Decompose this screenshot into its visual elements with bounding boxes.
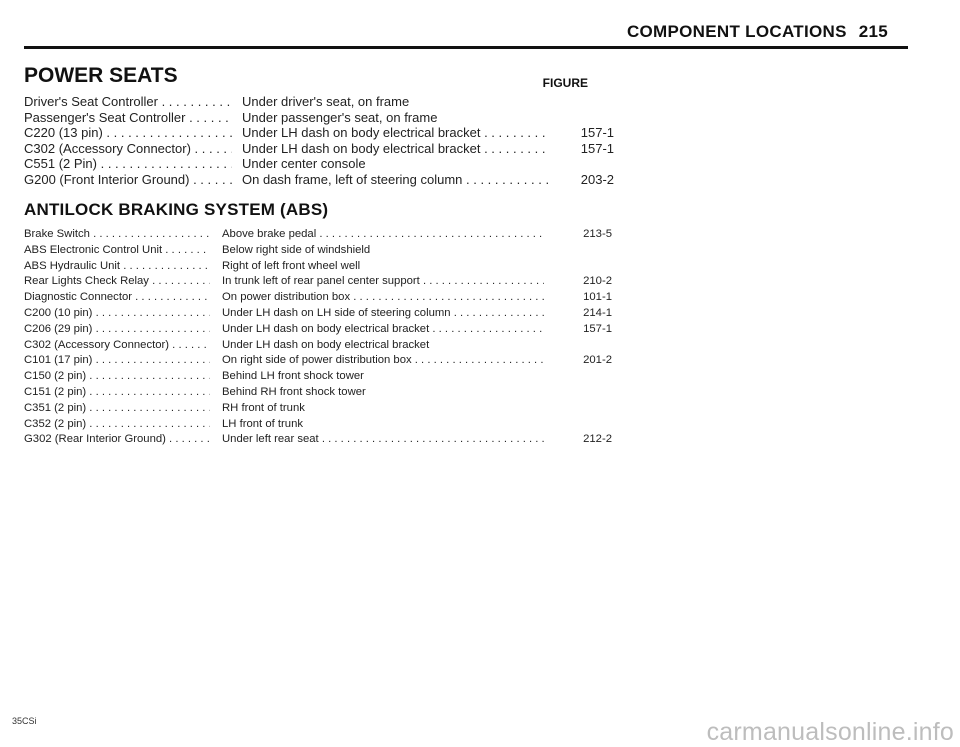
component-location: On right side of power distribution box . . . — [222, 353, 544, 369]
figure-column-header: FIGURE — [542, 76, 588, 90]
watermark: carmanualsonline.info — [706, 718, 954, 746]
component-location: Under left rear seat . . . — [222, 432, 544, 448]
component-name: C200 (10 pin) . . . — [24, 306, 210, 322]
component-location: On dash frame, left of steering column . . . — [242, 172, 550, 188]
component-name: C206 (29 pin) . . . — [24, 322, 210, 338]
component-name: C351 (2 pin) . . . — [24, 401, 210, 417]
component-location: Under LH dash on body electrical bracket . . . — [222, 322, 544, 338]
component-name: Driver's Seat Controller . . . — [24, 94, 232, 110]
page-number: 215 — [858, 22, 888, 41]
figure-reference: 201-2 — [583, 354, 612, 367]
component-location: LH front of trunk — [222, 417, 303, 430]
component-location: Under center console — [242, 156, 366, 172]
figure-reference: 213-5 — [583, 228, 612, 240]
figure-reference: 157-1 — [580, 140, 614, 156]
component-name: Brake Switch . . . — [24, 227, 210, 243]
component-name: C302 (Accessory Connector) . . . — [24, 338, 210, 354]
component-name: C101 (17 pin) . . . — [24, 353, 210, 369]
component-name: Rear Lights Check Relay . . . — [24, 274, 210, 290]
component-location: Behind LH front shock tower — [222, 370, 364, 383]
component-location: Below right side of windshield — [222, 243, 371, 256]
header-title: COMPONENT LOCATIONS — [626, 22, 847, 41]
page-header — [627, 22, 888, 42]
component-name: C220 (13 pin) . . . — [24, 125, 232, 141]
component-location: Under driver's seat, on frame — [242, 94, 410, 109]
figure-reference: 157-1 — [583, 322, 612, 335]
component-name: C151 (2 pin) . . . — [24, 385, 210, 401]
component-location: Under LH dash on body electrical bracket . . . — [242, 125, 550, 141]
figure-reference: 212-2 — [583, 433, 612, 446]
section-title-abs: ANTILOCK BRAKING SYSTEM (ABS) — [24, 200, 329, 219]
component-name: Diagnostic Connector . . . — [24, 290, 210, 306]
section-title-power-seats: POWER SEATS — [24, 64, 178, 87]
figure-reference: 203-2 — [580, 171, 614, 187]
component-name: C302 (Accessory Connector) . . . — [24, 141, 232, 157]
component-location: Above brake pedal . . . — [222, 227, 544, 243]
component-name: C352 (2 pin) . . . — [24, 417, 210, 433]
figure-reference: 210-2 — [583, 275, 612, 288]
component-name: C551 (2 Pin) . . . — [24, 156, 232, 172]
component-location: RH front of trunk — [222, 401, 305, 414]
component-location: On power distribution box . . . — [222, 290, 544, 306]
figure-reference: 214-1 — [583, 306, 612, 319]
component-location: In trunk left of rear panel center support . . . — [222, 274, 544, 290]
figure-reference: 101-1 — [583, 291, 612, 304]
model-footer: 35CSi — [12, 716, 37, 726]
component-name: ABS Hydraulic Unit . . . — [24, 259, 210, 275]
figure-reference: 157-1 — [580, 125, 614, 141]
component-location: Behind RH front shock tower — [222, 385, 366, 398]
component-location: Under LH dash on body electrical bracket — [222, 338, 430, 351]
component-name: ABS Electronic Control Unit . . . — [24, 243, 210, 259]
component-location: Under LH dash on body electrical bracket . . . — [242, 141, 550, 157]
component-location: Under LH dash on LH side of steering column . . . — [222, 306, 544, 322]
component-location: Under passenger's seat, on frame — [242, 109, 438, 125]
component-name: G302 (Rear Interior Ground) . . . — [24, 432, 210, 448]
component-name: G200 (Front Interior Ground) . . . — [24, 172, 232, 188]
component-name: Passenger's Seat Controller . . . — [24, 110, 232, 126]
component-location: Right of left front wheel well — [222, 259, 361, 272]
component-name: C150 (2 pin) . . . — [24, 369, 210, 385]
header-rule — [24, 46, 908, 49]
